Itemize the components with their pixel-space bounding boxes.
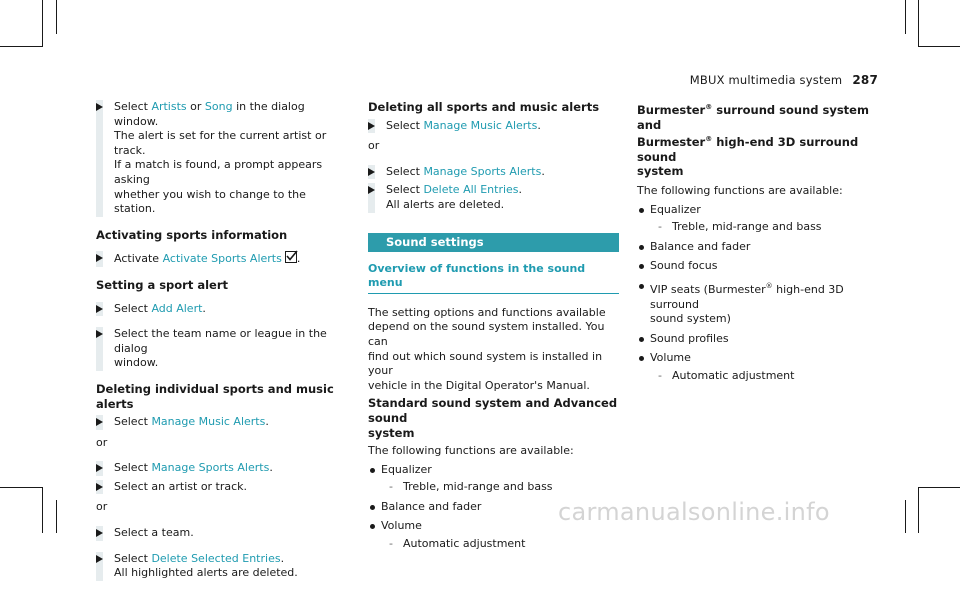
step-text: Select (386, 183, 420, 197)
column-2 (368, 100, 619, 558)
step-text: . (202, 301, 206, 315)
heading-activating-sports: Activating sports information (96, 227, 288, 242)
heading-burmester (637, 100, 882, 179)
step-text: window. (114, 356, 159, 370)
list-item (637, 279, 882, 327)
step-arrow-icon (96, 483, 103, 491)
step-manage-music-alerts (96, 415, 350, 430)
step-arrow-icon (96, 464, 103, 472)
list-item (637, 259, 882, 274)
list-item (368, 463, 619, 495)
heading-deleting-individual: Deleting individual sports and music alerts (96, 381, 334, 411)
crop-mark-bl-h (0, 487, 43, 488)
paragraph-functions: The following functions are available: (368, 444, 574, 458)
step-arrow-icon (96, 529, 103, 537)
step-text: . (269, 461, 273, 475)
crop-mark-bl-v2 (56, 500, 57, 533)
crop-mark-bl-v (42, 487, 43, 533)
step-text: The alert is set for the current artist or track. (114, 129, 327, 157)
step-text: . (541, 164, 545, 178)
crop-mark-tr-v2 (905, 0, 906, 34)
step-text: Select (114, 415, 148, 429)
step-text: Select (114, 100, 148, 113)
step-text: . (296, 252, 301, 266)
subheading-overview: Overview of functions in the sound menu (368, 262, 619, 294)
heading-text: Burmester (637, 103, 706, 117)
section-bar-sound-settings: Sound settings (368, 233, 619, 252)
or-text: or (368, 139, 380, 153)
step-activate-sports-alerts (96, 251, 350, 267)
crop-mark-tl-v (42, 0, 43, 47)
bullet-icon (639, 208, 644, 213)
list-item-text: Equalizer (381, 462, 432, 476)
heading-standard-sound (368, 396, 619, 440)
crop-mark-tl-v2 (56, 0, 57, 34)
link-add-alert[interactable]: Add Alert (151, 301, 203, 315)
step-arrow-icon (368, 168, 375, 176)
step-text: . (518, 183, 523, 197)
step-select-artist-track (96, 480, 350, 495)
heading-text: system (637, 164, 684, 179)
bullet-icon (639, 356, 644, 361)
step-delete-all-entries (368, 183, 619, 212)
step-text: Select (114, 301, 148, 315)
column-3 (637, 100, 882, 390)
sub-list-item-text: Automatic adjustment (672, 368, 795, 382)
bullet-icon (639, 337, 644, 342)
step-text: Select (386, 164, 420, 178)
list-item (637, 240, 882, 255)
list-item-text: Volume (381, 519, 422, 533)
or-text: or (96, 500, 108, 514)
sub-list-item-text: Treble, mid-range and bass (403, 480, 553, 494)
registered-mark: ® (705, 103, 713, 111)
step-manage-sports-alerts-2 (368, 165, 619, 180)
list-item-text: Sound focus (650, 259, 718, 273)
list-item-text: high-end 3D surround (650, 282, 844, 311)
step-select-team-league (96, 327, 350, 371)
page-header (690, 73, 878, 87)
paragraph-sound-options (368, 306, 619, 394)
step-text: Select (114, 551, 148, 565)
step-text: whether you wish to change to the station. (114, 187, 306, 216)
step-arrow-icon (96, 330, 103, 338)
sub-list-item-text: Automatic adjustment (403, 537, 526, 551)
link-song[interactable]: Song (204, 100, 233, 113)
dash-icon: - (658, 220, 662, 234)
paragraph-line: find out which sound system is installed in your (368, 349, 603, 378)
step-text: If a match is found, a prompt appears asking (114, 158, 323, 186)
heading-text: high-end 3D surround sound (637, 135, 859, 164)
link-manage-sports-alerts[interactable]: Manage Sports Alerts (151, 461, 270, 475)
step-text: . (265, 415, 269, 429)
step-text: Select a team. (114, 526, 194, 540)
crop-mark-tr-v (918, 0, 919, 47)
bullet-icon (639, 264, 644, 269)
step-text: in the dialog window. (114, 100, 305, 128)
step-text: . (537, 118, 541, 132)
list-burmester-functions (637, 203, 882, 384)
heading-deleting-all: Deleting all sports and music alerts (368, 100, 600, 114)
bullet-icon (639, 245, 644, 250)
sub-list-item (381, 480, 619, 495)
paragraph-line: The setting options and functions available (368, 305, 606, 319)
link-artists[interactable]: Artists (151, 100, 187, 113)
step-text: All highlighted alerts are deleted. (114, 566, 298, 580)
link-activate-sports-alerts[interactable]: Activate Sports Alerts (162, 252, 282, 266)
dash-icon: - (658, 368, 662, 382)
step-arrow-icon (368, 122, 375, 130)
dash-icon: - (389, 480, 393, 494)
sub-list-item-text: Treble, mid-range and bass (672, 220, 822, 234)
sub-list-item (650, 220, 882, 235)
step-text: Select (386, 118, 420, 132)
list-item-text: Balance and fader (381, 499, 482, 513)
list-item-text: sound system) (650, 312, 731, 326)
list-item-text: Volume (650, 351, 691, 365)
sub-list-item (381, 537, 619, 552)
step-text: Select (114, 461, 148, 475)
step-arrow-icon (96, 555, 103, 563)
checkbox-checked-icon (285, 251, 297, 263)
header-title: MBUX multimedia system (689, 73, 843, 87)
crop-mark-br-v (918, 487, 919, 533)
link-manage-music-alerts[interactable]: Manage Music Alerts (151, 415, 266, 429)
list-item-text: VIP seats (Burmester (650, 282, 766, 296)
step-delete-selected-entries (96, 552, 350, 581)
step-manage-music-alerts-2 (368, 119, 619, 134)
list-item (637, 351, 882, 383)
crop-mark-br-h (918, 487, 960, 488)
step-add-alert (96, 302, 350, 317)
paragraph-functions: The following functions are available: (637, 183, 843, 197)
crop-mark-tl-h (0, 46, 43, 47)
bullet-icon (370, 468, 375, 473)
watermark: carmanualsonline.info (558, 498, 830, 526)
paragraph-line: vehicle in the Digital Operator's Manual. (368, 378, 590, 392)
or-text: or (96, 435, 108, 449)
step-manage-sports-alerts (96, 461, 350, 476)
link-manage-sports-alerts[interactable]: Manage Sports Alerts (423, 164, 542, 178)
column-1 (96, 100, 350, 592)
step-select-artist-song (96, 100, 350, 217)
bullet-icon (370, 505, 375, 510)
step-arrow-icon (96, 305, 103, 313)
list-item-text: Balance and fader (650, 239, 751, 253)
registered-mark: ® (705, 135, 713, 144)
step-bar (96, 100, 103, 217)
step-arrow-icon (368, 186, 375, 194)
heading-text: Burmester (637, 135, 706, 150)
sub-list-item (650, 369, 882, 384)
heading-setting-sport-alert: Setting a sport alert (96, 277, 229, 292)
step-arrow-icon (96, 418, 103, 426)
step-arrow-icon (96, 254, 103, 262)
list-item (637, 203, 882, 235)
dash-icon: - (389, 537, 393, 551)
step-arrow-icon (96, 103, 103, 111)
crop-mark-tr-h (918, 46, 960, 47)
list-item (637, 332, 882, 347)
link-manage-music-alerts[interactable]: Manage Music Alerts (423, 118, 538, 132)
step-text: Select an artist or track. (114, 479, 248, 493)
bullet-icon (639, 284, 644, 289)
step-text: All alerts are deleted. (386, 197, 505, 211)
list-item-text: Sound profiles (650, 331, 729, 345)
page-number: 287 (852, 73, 878, 87)
registered-mark: ® (765, 281, 773, 290)
heading-line: system (368, 425, 415, 440)
step-text: or (190, 100, 202, 113)
step-text: Activate (114, 252, 160, 266)
step-text: Select the team name or league in the dialog (114, 327, 327, 355)
link-delete-all-entries[interactable]: Delete All Entries (423, 183, 519, 197)
step-select-team (96, 526, 350, 541)
link-delete-selected-entries[interactable]: Delete Selected Entries (151, 551, 281, 565)
bullet-icon (370, 524, 375, 529)
heading-line: Standard sound system and Advanced sound (368, 396, 618, 425)
heading-text: surround sound system and (637, 103, 869, 132)
crop-mark-br-v2 (905, 500, 906, 533)
list-item-text: Equalizer (650, 202, 701, 216)
step-text: . (280, 551, 285, 565)
paragraph-line: depend on the sound system installed. You can (368, 320, 605, 348)
